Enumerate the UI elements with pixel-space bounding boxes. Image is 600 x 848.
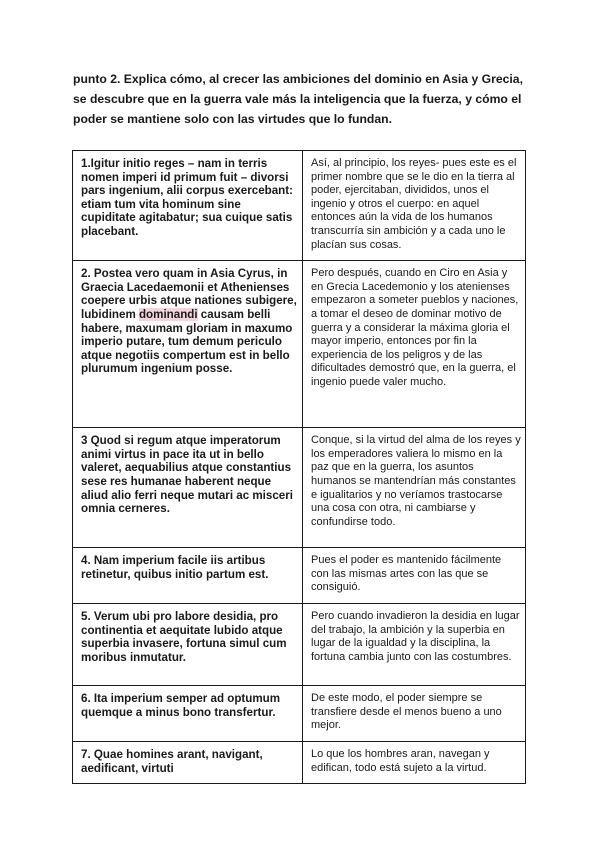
- spanish-text: Lo que los hombres aran, navegan y edifican, todo está sujeto a la virtud.: [311, 747, 490, 774]
- latin-text-part: causam belli habere, maxumam gloriam in maxumo imperio putare, tum demum periculo atque negotiis compertum est in bello plurumum ingenium posse.: [81, 307, 293, 376]
- spanish-text: Pues el poder es mantenido fácilmente con las mismas artes con las que se consiguió.: [311, 554, 502, 594]
- latin-text: 1.Igitur initio reges – nam in terris nomen imperi id primum fuit – divorsi pars ingenium, alii corpus exercebant: etiam tum vita hominum sine cupiditate agitabatur; sua cuique satis placebant.: [81, 157, 293, 238]
- spanish-cell: [303, 151, 526, 261]
- highlighted-word: dominandi: [138, 307, 198, 321]
- spanish-cell: [303, 261, 526, 428]
- latin-cell: [73, 261, 303, 428]
- latin-text: 5. Verum ubi pro labore desidia, pro continentia et aequitate lubido atque superbia invasere, fortuna simul cum moribus inmutatur.: [81, 610, 287, 664]
- spanish-cell: [303, 604, 526, 686]
- table-row: [73, 686, 526, 742]
- latin-cell: [73, 686, 303, 742]
- spanish-cell: [303, 428, 526, 548]
- latin-cell: [73, 548, 303, 604]
- latin-cell: [73, 741, 303, 783]
- spanish-cell: [303, 741, 526, 783]
- table-row: [73, 604, 526, 686]
- latin-cell: [73, 151, 303, 261]
- spanish-text: Pero cuando invadieron la desidia en lugar del trabajo, la ambición y la superbia en lugar de la igualdad y la disciplina, la fortuna cambia junto con las costumbres.: [311, 610, 520, 663]
- table-row: [73, 151, 526, 261]
- latin-text: 7. Quae homines arant, navigant, aedificant, virtuti: [81, 747, 263, 775]
- assignment-prompt: punto 2. Explica cómo, al crecer las ambiciones del dominio en Asia y Grecia, se descubre que en la guerra vale más la inteligencia que la fuerza, y cómo el poder se mantiene solo con las virtudes que lo fundan.: [73, 72, 523, 126]
- latin-text: 3 Quod si regum atque imperatorum animi virtus in pace ita ut in bello valeret, aequabilius atque constantius sese res humanae haberent neque aliud alio ferri neque mutari ac misceri omnia cerneres.: [81, 434, 293, 516]
- spanish-text: Conque, si la virtud del alma de los reyes y los emperadores valiera lo mismo en la paz que en la guerra, los asuntos humanos se mantendrían más constantes e igualitarios y no veríamos trastocarse una cosa con otra, ni cambiarse y confundirse todo.: [311, 434, 521, 528]
- latin-cell: [73, 604, 303, 686]
- spanish-text: De este modo, el poder siempre se transfiere desde el menos bueno a uno mejor.: [311, 692, 502, 732]
- table-row: [73, 548, 526, 604]
- translation-table: [72, 150, 526, 784]
- spanish-cell: [303, 548, 526, 604]
- spanish-text: Pero después, cuando en Ciro en Asia y en Grecia Lacedemonio y los atenienses empezaron a someter pueblos y naciones, a tomar el deseo de dominar motivo de guerra y a considerar la máxima gloria el mayor imperio, entonces por fin la experiencia de los peligros y de las dificultades demostró que, en la guerra, el ingenio puede valer mucho.: [311, 267, 519, 388]
- latin-cell: [73, 428, 303, 548]
- table-row: [73, 428, 526, 548]
- spanish-text: Así, al principio, los reyes- pues este es el primer nombre que se le dio en la tierra al poder, ejercitaban, divididos, unos el ingenio y otros el cuerpo: en aquel entonces aún la vida de los humanos transcurría sin ambición y a cada uno le placían sus cosas.: [311, 157, 517, 251]
- latin-text: 4. Nam imperium facile iis artibus retinetur, quibus initio partum est.: [81, 554, 269, 581]
- latin-text-part: 2. Postea vero quam in Asia Cyrus, in Graecia Lacedaemonii et Athenienses coepere urbis atque nationes subigere, lubidinem: [81, 267, 297, 321]
- latin-text: 6. Ita imperium semper ad optumum quemque a minus bono transfertur.: [81, 692, 281, 719]
- spanish-cell: [303, 686, 526, 742]
- table-row: [73, 741, 526, 783]
- table-row: [73, 261, 526, 428]
